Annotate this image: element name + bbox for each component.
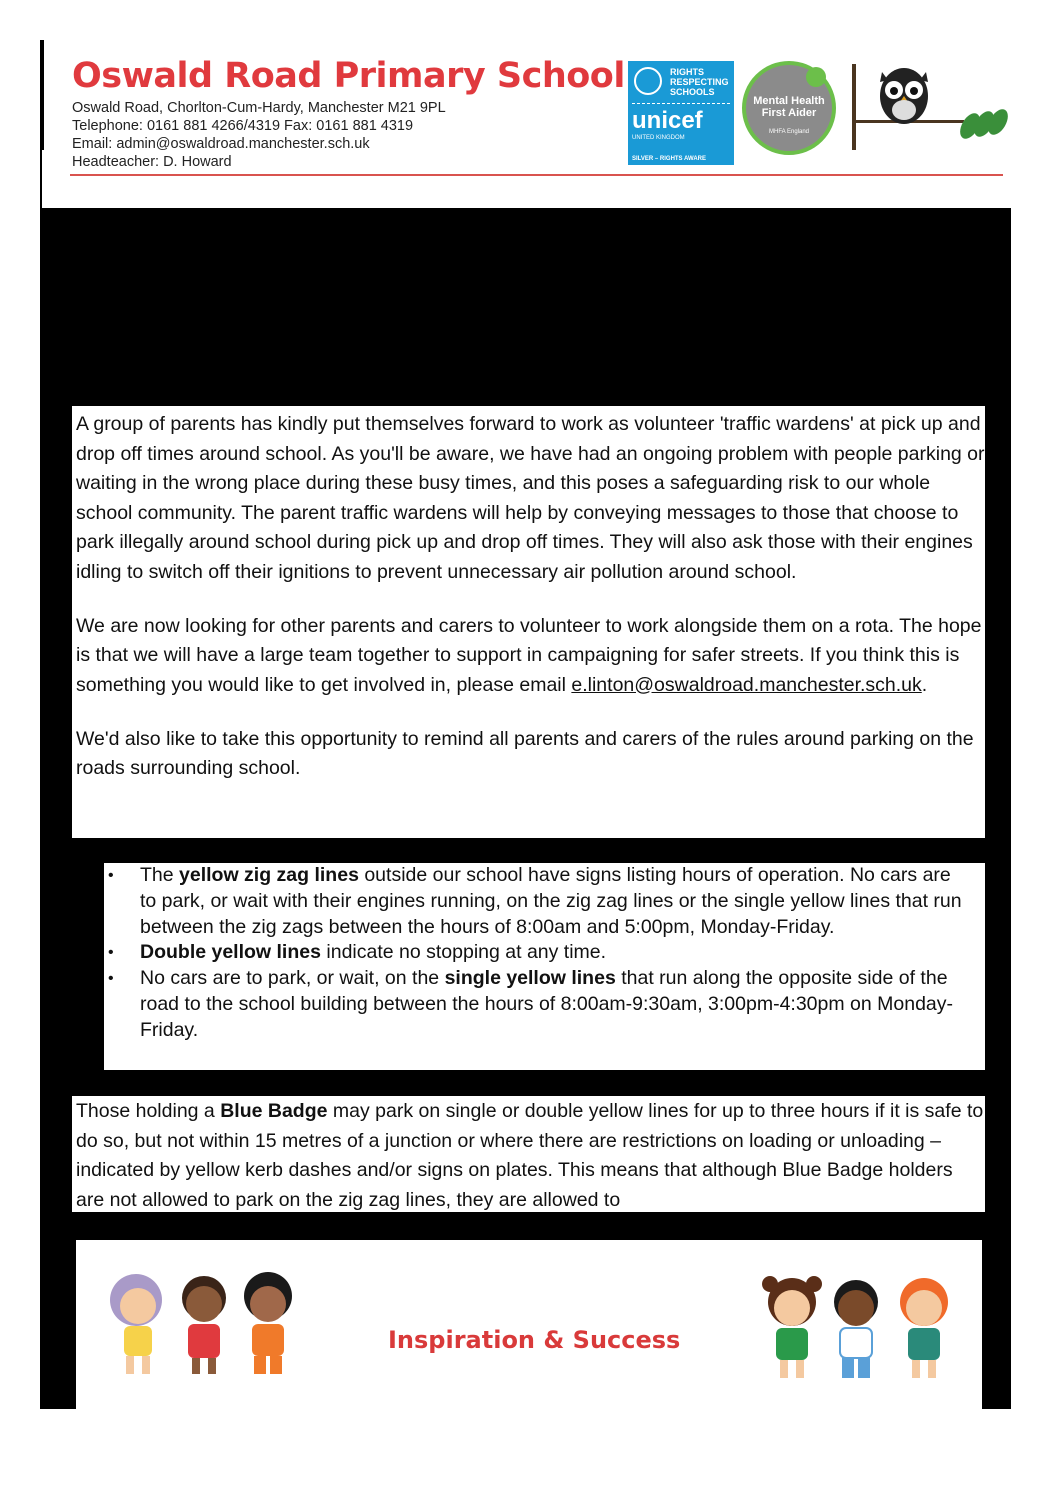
unicef-logo-text: unicef bbox=[632, 107, 703, 134]
volunteer-email-link[interactable]: e.linton@oswaldroad.manchester.sch.uk bbox=[571, 673, 922, 696]
paragraph-blue-badge: Those holding a Blue Badge may park on single or double yellow lines for up to three hours if it is safe to do so, but not within 15 metres of a junction or where there are restrictions on loading or unloading – indicated by yellow kerb dashes and/or signs on plates. This means that although Blue Badge holders are not allowed to park on the zig zag lines, they are allowed to bbox=[76, 1100, 984, 1211]
paragraph-volunteer-wardens: A group of parents has kindly put themselves forward to work as volunteer 'traffic wardens' at pick up and drop off times around school. As you'll be aware, we have had an ongoing problem with people parking or waiting in the wrong place during these busy times, and this poses a safeguarding risk to our whole school community. The parent traffic wardens will help by conveying messages to those that choose to park illegally around school during pick up and drop off times. They will also ask those with their engines idling to switch off their ignitions to prevent unnecessary air pollution around school. bbox=[76, 413, 985, 583]
list-item: • No cars are to park, or wait, on the single yellow lines that run along the opposite side of the road to the school building between the hours of 8:00am-9:30am, 3:00pm-4:30pm on Monday-Friday. bbox=[104, 966, 965, 1043]
unicef-rights-respecting-badge bbox=[628, 61, 734, 165]
unicef-level: SILVER – RIGHTS AWARE bbox=[632, 156, 707, 162]
children-cartoon-right-icon bbox=[748, 1268, 966, 1386]
parking-rules-box bbox=[104, 863, 985, 1070]
left-margin-rule-lower bbox=[40, 150, 42, 208]
unicef-region: UNITED KINGDOM bbox=[632, 135, 685, 141]
school-name: Oswald Road Primary School bbox=[72, 56, 625, 96]
rule-highlight: Double yellow lines bbox=[140, 941, 321, 964]
school-telephone: Telephone: 0161 881 4266/4319 Fax: 0161 881 4319 bbox=[72, 118, 414, 134]
contact-block bbox=[72, 99, 446, 171]
blue-badge-highlight: Blue Badge bbox=[220, 1100, 328, 1122]
rule-highlight: single yellow lines bbox=[444, 967, 616, 990]
globe-icon bbox=[634, 67, 662, 95]
mental-health-first-aider-badge bbox=[742, 61, 836, 155]
blue-badge-text-box bbox=[72, 1096, 985, 1212]
parking-rules-list bbox=[104, 863, 965, 1044]
paragraph-call-for-volunteers: We are now looking for other parents and carers to volunteer to work alongside them on a rota. The hope is that we will have a large team together to support in campaigning for safer streets. If you think this is something you would like to get involved in, please email e.linton@oswaldroad.manchester.sch.uk. bbox=[76, 614, 982, 696]
owl-on-branch-icon bbox=[852, 64, 1008, 154]
left-margin-rule bbox=[40, 40, 44, 150]
intro-text-box bbox=[72, 406, 985, 838]
headteacher: Headteacher: D. Howard bbox=[72, 154, 232, 170]
list-item: • The yellow zig zag lines outside our school have signs listing hours of operation. No cars are to park, or wait with their engines running, on the zig zag lines or the single yellow lines that run between the zig zags between the hours of 8:00am and 5:00pm, Monday-Friday. bbox=[104, 863, 965, 940]
school-motto: Inspiration & Success bbox=[388, 1326, 681, 1354]
school-address: Oswald Road, Chorlton-Cum-Hardy, Manchester M21 9PL bbox=[72, 100, 446, 116]
paragraph-parking-reminder: We'd also like to take this opportunity to remind all parents and carers of the rules around parking on the roads surrounding school. bbox=[76, 727, 974, 779]
list-item: • Double yellow lines indicate no stopping at any time. bbox=[104, 940, 965, 966]
mhfa-title: Mental Health First Aider bbox=[753, 95, 825, 119]
school-email: Email: admin@oswaldroad.manchester.sch.uk bbox=[72, 136, 370, 152]
rights-respecting-label: RIGHTS RESPECTING SCHOOLS bbox=[670, 67, 729, 97]
mhfa-subtitle: MHFA England bbox=[768, 129, 810, 135]
rule-highlight: yellow zig zag lines bbox=[179, 864, 359, 886]
children-cartoon-left-icon bbox=[96, 1266, 310, 1382]
leaf-icon bbox=[806, 67, 826, 87]
header-divider bbox=[70, 174, 1003, 176]
